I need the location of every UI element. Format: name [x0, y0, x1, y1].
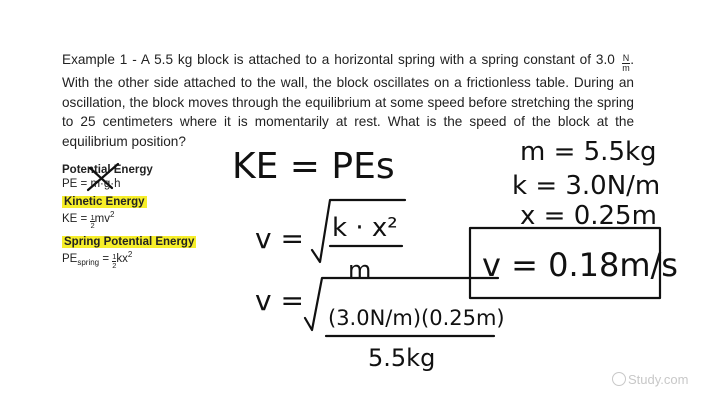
half-num-2: 1 — [112, 252, 117, 261]
v-equation-1-num: k · x² — [332, 213, 398, 243]
ke-rhs: mv — [94, 213, 110, 225]
half-den: 2 — [90, 221, 95, 230]
v-equation-1-lhs: v = — [255, 222, 304, 255]
study-watermark — [612, 372, 688, 387]
pe-equation: PE = m·g·h — [62, 178, 121, 190]
v-equation-2-num: (3.0N/m)(0.25m) — [328, 306, 505, 330]
pe-title: Potential Energy — [62, 164, 153, 176]
v-equation-2-lhs: v = — [255, 284, 304, 317]
watermark-text: Study.com — [628, 372, 689, 387]
cross-out-stroke-2 — [88, 164, 118, 190]
ke-exponent: 2 — [109, 210, 115, 219]
half-num: 1 — [90, 212, 95, 222]
unit-numerator: N — [622, 53, 630, 63]
ke-title: Kinetic Energy — [64, 196, 145, 208]
unit-denominator: m — [622, 63, 630, 73]
given-spring-constant: k = 3.0N/m — [512, 171, 661, 201]
ke-lhs: KE = — [62, 213, 91, 225]
spe-equals: = — [99, 252, 113, 265]
v-equation-1-den: m — [348, 256, 372, 284]
spe-lhs: PE — [62, 252, 78, 265]
spe-exponent: 2 — [127, 249, 133, 259]
ke-equals-pe: KE = PEs — [232, 146, 395, 187]
given-mass: m = 5.5kg — [520, 137, 657, 167]
given-displacement: x = 0.25m — [520, 201, 657, 231]
study-logo-icon — [612, 372, 626, 386]
spe-rhs: kx — [116, 252, 128, 265]
spe-subscript: spring — [77, 257, 100, 267]
answer-value: v = 0.18m/s — [482, 246, 678, 284]
v-equation-2-den: 5.5kg — [368, 344, 436, 372]
spe-title: Spring Potential Energy — [64, 235, 195, 248]
half-den-2: 2 — [112, 260, 117, 270]
problem-text-continued: . With the other side attached to the wall, the block oscillates on a frictionless table. During an oscillation, the block moves through the equilibrium at some speed before stretching the spring to 25 centimeters where it is momentarily at rest. What is the speed of the block at the equilibrium position? — [62, 52, 634, 149]
problem-text: Example 1 - A 5.5 kg block is attached to a horizontal spring with a spring constant of 3.0 — [62, 52, 615, 67]
